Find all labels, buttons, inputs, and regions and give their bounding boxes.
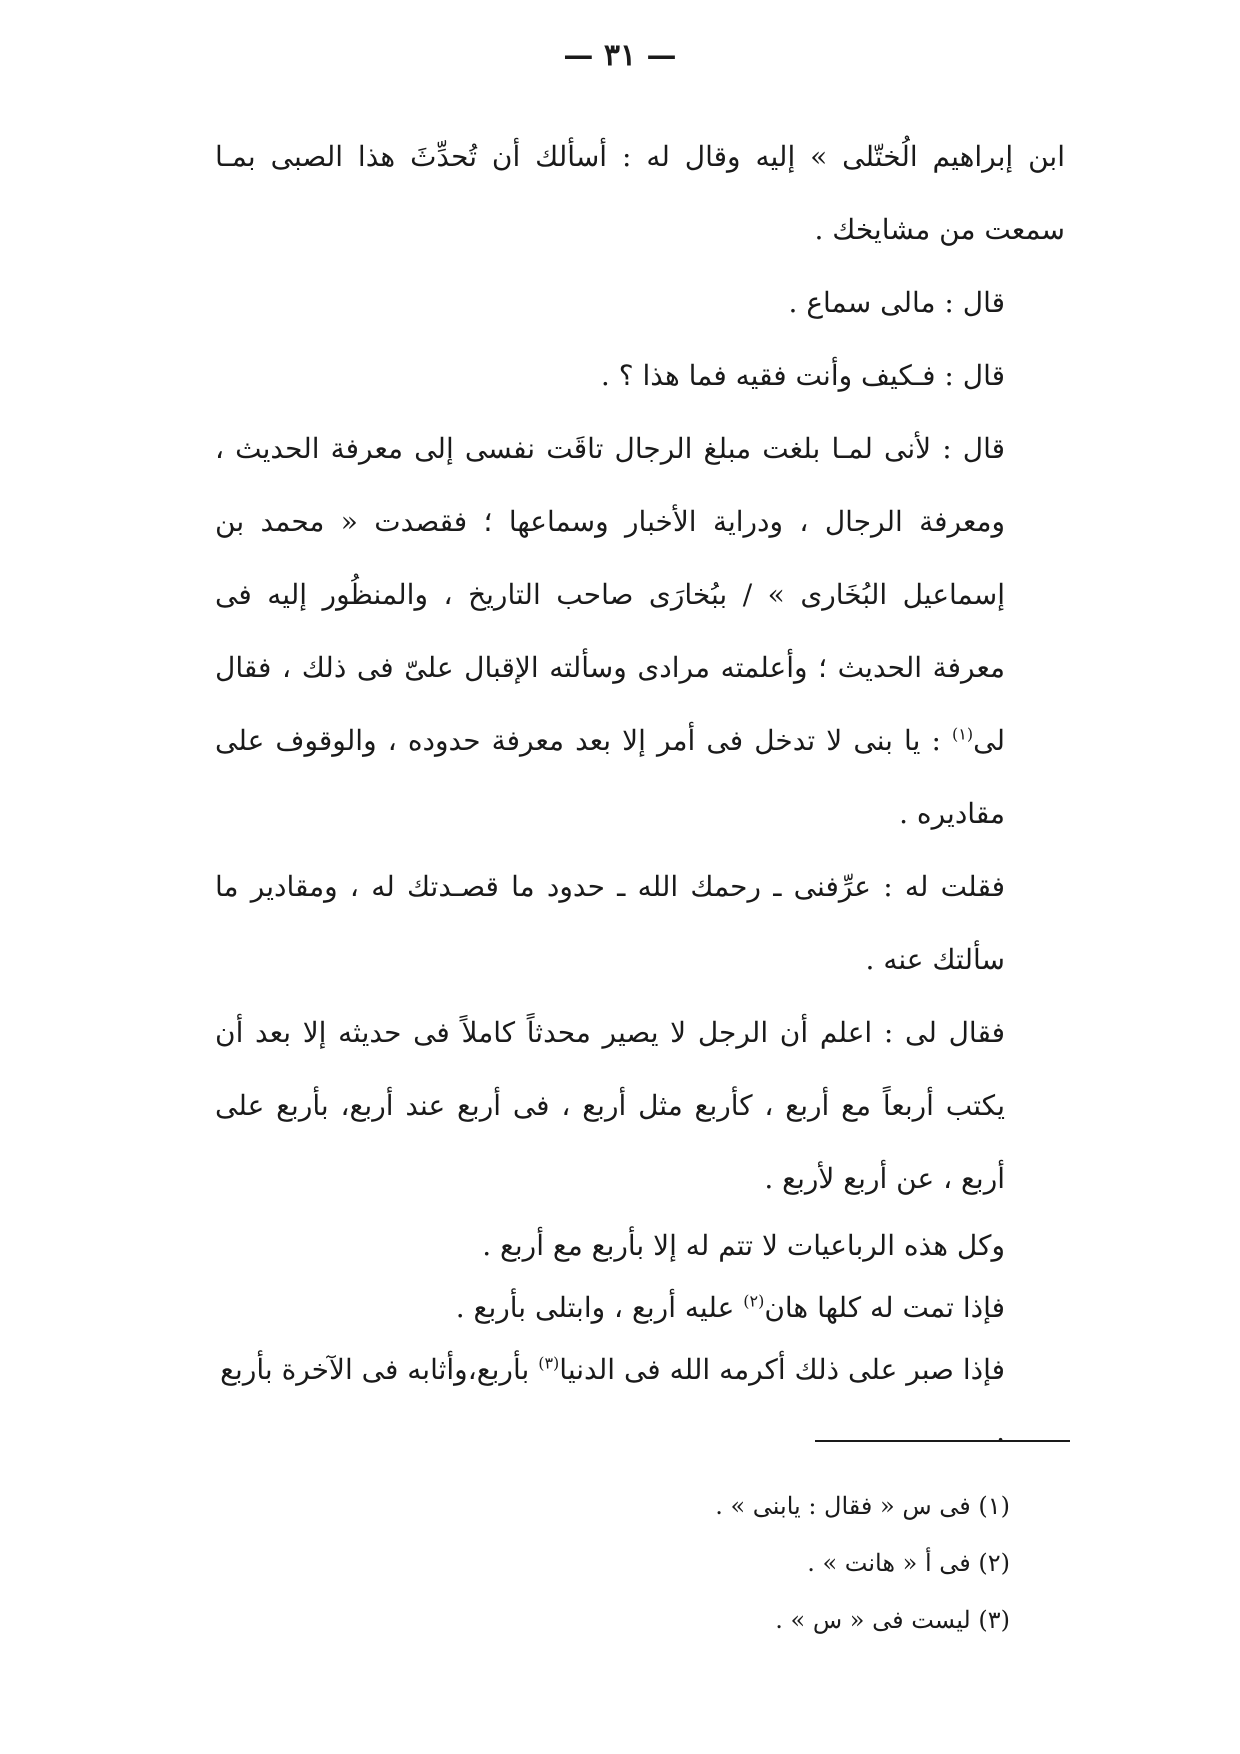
paragraph-2: قال : مالى سماع . bbox=[788, 286, 1005, 319]
footnote-mark-3: (٣) bbox=[538, 1353, 560, 1373]
main-text bbox=[215, 120, 1065, 1463]
list-line-2-a: فإذا تمت له كلها هان bbox=[764, 1291, 1005, 1324]
footnotes bbox=[600, 1478, 1010, 1649]
list-line-3 bbox=[215, 1339, 1005, 1463]
footnote-mark-1: (١) bbox=[952, 724, 974, 744]
list-block bbox=[215, 1215, 1065, 1463]
list-line-1: وكل هذه الرباعيات لا تتم له إلا بأربع مع أربع . bbox=[482, 1229, 1005, 1262]
footnote-separator bbox=[815, 1440, 1070, 1442]
list-line-2-b: عليه أربع ، وابتلى بأربع . bbox=[455, 1291, 744, 1324]
paragraph-3: قال : فـكيف وأنت فقيه فما هذا ؟ . bbox=[600, 359, 1005, 392]
paragraph-4 bbox=[215, 412, 1065, 850]
paragraph-1: ابن إبراهيم الُختّلى » إليه وقال له : أسألك أن تُحدِّثَ هذا الصبى بمـا سمعت من مشايخك . bbox=[215, 140, 1065, 246]
footnote-1: (١) فى س « فقال : يابنى » . bbox=[715, 1492, 1010, 1520]
paragraph-4-continuation: : يا بنى لا تدخل فى أمر إلا بعد معرفة حدوده ، والوقوف على مقاديره . bbox=[215, 724, 1005, 830]
paragraph-5: فقلت له : عرِّفنى ـ رحمك الله ـ حدود ما قصـدتك له ، ومقادير ما سألتك عنه . bbox=[215, 870, 1005, 976]
list-line-3-a: فإذا صبر على ذلك أكرمه الله فى الدنيا bbox=[559, 1353, 1005, 1386]
footnote-3: (٣) ليست فى « س » . bbox=[775, 1606, 1010, 1634]
page-number: — ٣١ — bbox=[563, 38, 677, 73]
footnote-mark-2: (٢) bbox=[743, 1291, 765, 1311]
paragraph-4-text: قال : لأنى لمـا بلغت مبلغ الرجال تاقَت نفسى إلى معرفة الحديث ، ومعرفة الرجال ، ودراية الأخبار وسماعها ؛ فقصدت « محمد بن إسماعيل البُخَارى » / ببُخارَى صاحب التاريخ ، والمنظُور إليه فى معرفة الحديث ؛ وأعلمته مرادى وسألته الإقبال علىّ فى ذلك ، فقال لى bbox=[215, 432, 1005, 757]
footnote-2: (٢) فى أ « هانت » . bbox=[807, 1549, 1010, 1577]
list-line-2 bbox=[215, 1277, 1005, 1339]
paragraph-6: فقال لى : اعلم أن الرجل لا يصير محدثاً كاملاً فى حديثه إلا بعد أن يكتب أربعاً مع أربع ، كأربع مثل أربع ، فى أربع عند أربع، بأربع على أربع ، عن أربع لأربع . bbox=[215, 1016, 1005, 1195]
list-line-3-b: بأربع،وأثابه فى الآخرة بأربع . bbox=[220, 1353, 1005, 1448]
